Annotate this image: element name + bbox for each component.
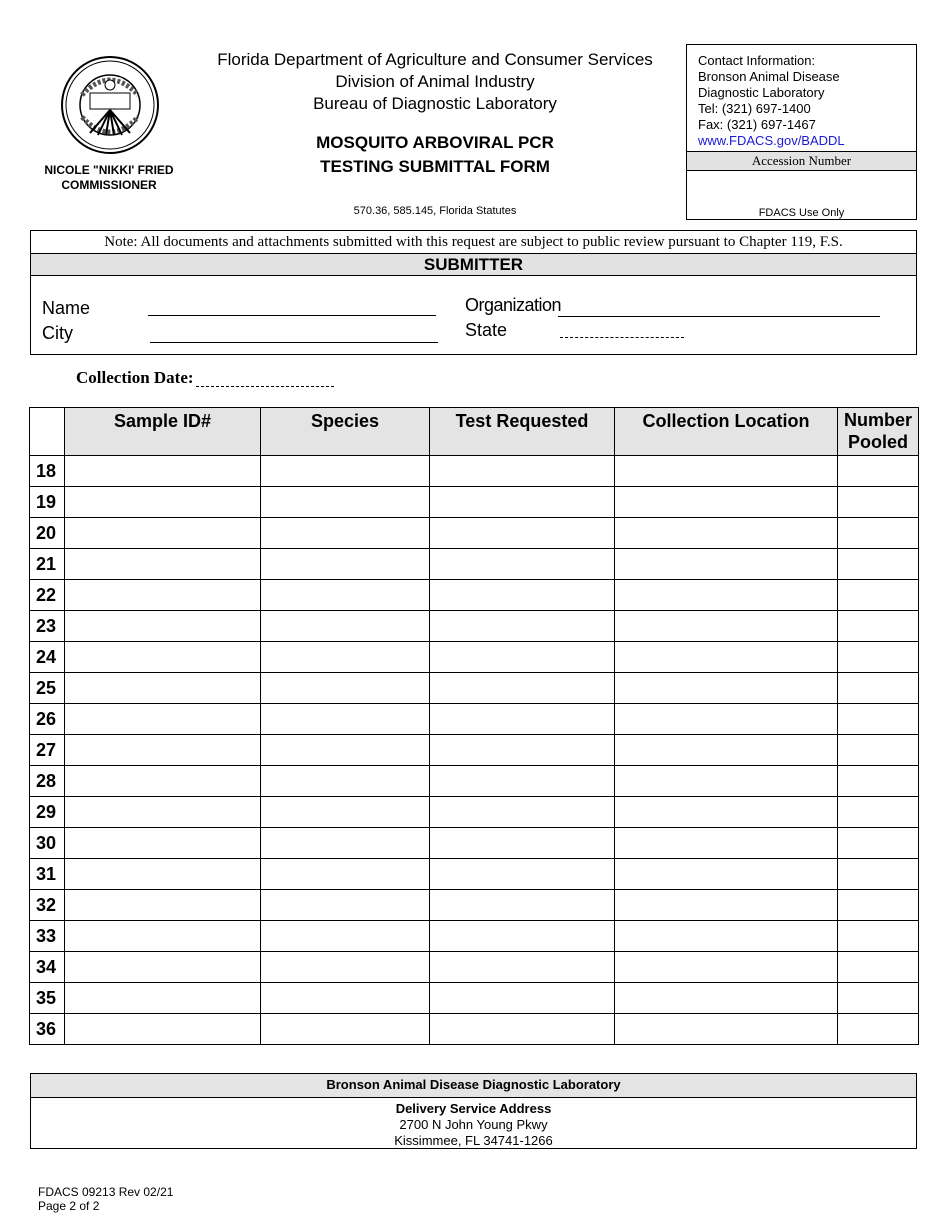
- collection-location-cell[interactable]: [615, 1014, 838, 1045]
- sample-id-cell[interactable]: [65, 952, 261, 983]
- contact-lab-line2: Diagnostic Laboratory: [698, 85, 825, 100]
- sample-id-cell[interactable]: [65, 518, 261, 549]
- contact-heading: Contact Information:: [698, 53, 816, 68]
- number-pooled-cell[interactable]: [838, 549, 919, 580]
- test-requested-cell[interactable]: [430, 1014, 615, 1045]
- sample-id-cell[interactable]: [65, 704, 261, 735]
- department-seal: [60, 55, 160, 155]
- row-number: 31: [30, 859, 65, 890]
- number-pooled-cell[interactable]: [838, 766, 919, 797]
- species-cell[interactable]: [261, 983, 430, 1014]
- collection-location-cell[interactable]: [615, 828, 838, 859]
- collection-location-cell[interactable]: [615, 890, 838, 921]
- sample-id-cell[interactable]: [65, 983, 261, 1014]
- contact-lab-line1: Bronson Animal Disease: [698, 69, 840, 84]
- samples-table: [29, 407, 919, 1045]
- table-row: [30, 456, 919, 487]
- contact-box: [686, 44, 917, 220]
- fdacs-use-only-label: FDACS Use Only: [758, 207, 845, 219]
- sample-id-cell[interactable]: [65, 735, 261, 766]
- species-cell[interactable]: [261, 580, 430, 611]
- delivery-city-state-zip: Kissimmee, FL 34741-1266: [394, 1133, 553, 1148]
- name-input[interactable]: [148, 315, 436, 316]
- species-cell[interactable]: [261, 859, 430, 890]
- table-row: [30, 611, 919, 642]
- sample-id-cell[interactable]: [65, 1014, 261, 1045]
- row-number: 21: [30, 549, 65, 580]
- test-requested-cell[interactable]: [430, 890, 615, 921]
- state-input[interactable]: [560, 337, 684, 338]
- bureau-name: Bureau of Diagnostic Laboratory: [313, 94, 557, 113]
- test-requested-cell[interactable]: [430, 952, 615, 983]
- division-name: Division of Animal Industry: [335, 72, 535, 91]
- test-requested-cell[interactable]: [430, 797, 615, 828]
- row-number: 24: [30, 642, 65, 673]
- row-number: 20: [30, 518, 65, 549]
- table-row: [30, 1014, 919, 1045]
- table-row: [30, 921, 919, 952]
- number-pooled-cell[interactable]: [838, 859, 919, 890]
- collection-location-cell[interactable]: [615, 642, 838, 673]
- number-pooled-cell[interactable]: [838, 456, 919, 487]
- table-row: [30, 487, 919, 518]
- collection-location-cell[interactable]: [615, 611, 838, 642]
- test-requested-cell[interactable]: [430, 673, 615, 704]
- number-pooled-cell[interactable]: [838, 673, 919, 704]
- city-label: City: [42, 323, 73, 343]
- collection-date-input[interactable]: [196, 386, 334, 387]
- species-cell[interactable]: [261, 921, 430, 952]
- table-row: [30, 983, 919, 1014]
- number-pooled-cell[interactable]: [838, 611, 919, 642]
- number-pooled-cell[interactable]: [838, 642, 919, 673]
- collection-location-cell[interactable]: [615, 859, 838, 890]
- table-row: [30, 642, 919, 673]
- delivery-box: [30, 1073, 917, 1149]
- sample-id-cell[interactable]: [65, 642, 261, 673]
- row-number: 28: [30, 766, 65, 797]
- organization-input[interactable]: [558, 316, 880, 317]
- species-cell[interactable]: [261, 890, 430, 921]
- test-requested-cell[interactable]: [430, 611, 615, 642]
- table-row: [30, 673, 919, 704]
- test-requested-cell[interactable]: [430, 642, 615, 673]
- sample-id-cell[interactable]: [65, 797, 261, 828]
- collection-location-cell[interactable]: [615, 549, 838, 580]
- delivery-label: Delivery Service Address: [395, 1101, 552, 1116]
- table-row: [30, 797, 919, 828]
- submitter-heading: SUBMITTER: [30, 254, 917, 276]
- contact-fax: Fax: (321) 697-1467: [698, 117, 816, 132]
- commissioner-block: [30, 163, 188, 193]
- test-requested-header: Test Requested: [430, 408, 615, 456]
- number-pooled-header: Number Pooled: [838, 408, 919, 456]
- number-pooled-cell[interactable]: [838, 952, 919, 983]
- row-number: 29: [30, 797, 65, 828]
- table-row: [30, 859, 919, 890]
- row-number-header: [30, 408, 65, 456]
- test-requested-cell[interactable]: [430, 549, 615, 580]
- delivery-lab-name: Bronson Animal Disease Diagnostic Laboratory: [31, 1074, 916, 1098]
- test-requested-cell[interactable]: [430, 735, 615, 766]
- row-number: 34: [30, 952, 65, 983]
- contact-tel: Tel: (321) 697-1400: [698, 101, 811, 116]
- table-row: [30, 704, 919, 735]
- species-cell[interactable]: [261, 1014, 430, 1045]
- species-cell[interactable]: [261, 797, 430, 828]
- organization-label: Organization: [465, 295, 562, 315]
- table-row: [30, 518, 919, 549]
- contact-info: [698, 53, 845, 149]
- row-number: 25: [30, 673, 65, 704]
- contact-website-link[interactable]: www.FDACS.gov/BADDL: [698, 133, 845, 148]
- sample-id-cell[interactable]: [65, 580, 261, 611]
- sample-id-cell[interactable]: [65, 487, 261, 518]
- number-pooled-cell[interactable]: [838, 704, 919, 735]
- table-row: [30, 952, 919, 983]
- collection-location-cell[interactable]: [615, 983, 838, 1014]
- species-cell[interactable]: [261, 642, 430, 673]
- row-number: 35: [30, 983, 65, 1014]
- name-label: Name: [42, 298, 91, 318]
- species-cell[interactable]: [261, 549, 430, 580]
- species-cell[interactable]: [261, 704, 430, 735]
- table-header-row: [30, 408, 919, 456]
- table-row: [30, 549, 919, 580]
- form-title-line1: MOSQUITO ARBOVIRAL PCR: [316, 133, 554, 152]
- row-number: 36: [30, 1014, 65, 1045]
- collection-location-cell[interactable]: [615, 766, 838, 797]
- sample-id-cell[interactable]: [65, 859, 261, 890]
- test-requested-cell[interactable]: [430, 456, 615, 487]
- collection-location-cell[interactable]: [615, 456, 838, 487]
- row-number: 26: [30, 704, 65, 735]
- sample-id-cell[interactable]: [65, 766, 261, 797]
- number-pooled-cell[interactable]: [838, 1014, 919, 1045]
- number-pooled-cell[interactable]: [838, 983, 919, 1014]
- test-requested-cell[interactable]: [430, 828, 615, 859]
- species-cell[interactable]: [261, 735, 430, 766]
- row-number: 33: [30, 921, 65, 952]
- department-name: Florida Department of Agriculture and Consumer Services: [217, 50, 653, 69]
- collection-location-cell[interactable]: [615, 704, 838, 735]
- collection-location-cell[interactable]: [615, 735, 838, 766]
- test-requested-cell[interactable]: [430, 704, 615, 735]
- species-cell[interactable]: [261, 952, 430, 983]
- test-requested-cell[interactable]: [430, 766, 615, 797]
- test-requested-cell[interactable]: [430, 580, 615, 611]
- sample-id-cell[interactable]: [65, 890, 261, 921]
- table-row: [30, 766, 919, 797]
- form-number: FDACS 09213 Rev 02/21: [38, 1185, 174, 1199]
- collection-location-cell[interactable]: [615, 487, 838, 518]
- sample-id-cell[interactable]: [65, 921, 261, 952]
- city-input[interactable]: [150, 342, 438, 343]
- number-pooled-cell[interactable]: [838, 735, 919, 766]
- row-number: 22: [30, 580, 65, 611]
- collection-location-cell[interactable]: [615, 797, 838, 828]
- collection-date-label: Collection Date:: [76, 368, 194, 387]
- form-title-line2: TESTING SUBMITTAL FORM: [320, 157, 550, 176]
- test-requested-cell[interactable]: [430, 487, 615, 518]
- sample-id-cell[interactable]: [65, 611, 261, 642]
- test-requested-cell[interactable]: [430, 859, 615, 890]
- species-cell[interactable]: [261, 611, 430, 642]
- delivery-street: 2700 N John Young Pkwy: [399, 1117, 548, 1132]
- number-pooled-cell[interactable]: [838, 890, 919, 921]
- table-row: [30, 735, 919, 766]
- table-row: [30, 580, 919, 611]
- collection-location-cell[interactable]: [615, 952, 838, 983]
- number-pooled-cell[interactable]: [838, 921, 919, 952]
- number-pooled-cell[interactable]: [838, 797, 919, 828]
- species-cell[interactable]: [261, 518, 430, 549]
- number-pooled-cell[interactable]: [838, 580, 919, 611]
- sample-id-header: Sample ID#: [65, 408, 261, 456]
- state-label: State: [465, 320, 508, 340]
- row-number: 27: [30, 735, 65, 766]
- species-cell[interactable]: [261, 456, 430, 487]
- table-row: [30, 890, 919, 921]
- test-requested-cell[interactable]: [430, 518, 615, 549]
- statutes: 570.36, 585.145, Florida Statutes: [353, 205, 517, 217]
- sample-id-cell[interactable]: [65, 828, 261, 859]
- species-cell[interactable]: [261, 487, 430, 518]
- commissioner-title: COMMISSIONER: [61, 178, 157, 192]
- test-requested-cell[interactable]: [430, 983, 615, 1014]
- species-cell[interactable]: [261, 673, 430, 704]
- number-pooled-cell[interactable]: [838, 828, 919, 859]
- accession-number-label: Accession Number: [687, 151, 916, 171]
- row-number: 23: [30, 611, 65, 642]
- page-number: Page 2 of 2: [38, 1199, 100, 1213]
- species-cell[interactable]: [261, 766, 430, 797]
- sample-id-cell[interactable]: [65, 673, 261, 704]
- test-requested-cell[interactable]: [430, 921, 615, 952]
- collection-location-cell[interactable]: [615, 921, 838, 952]
- public-review-note: Note: All documents and attachments submitted with this request are subject to public review pursuant to Chapter 119, F.S.: [30, 230, 917, 254]
- collection-location-cell[interactable]: [615, 518, 838, 549]
- row-number: 30: [30, 828, 65, 859]
- species-header: Species: [261, 408, 430, 456]
- collection-location-header: Collection Location: [615, 408, 838, 456]
- number-pooled-cell[interactable]: [838, 518, 919, 549]
- number-pooled-cell[interactable]: [838, 487, 919, 518]
- sample-id-cell[interactable]: [65, 549, 261, 580]
- commissioner-name: NICOLE "NIKKI' FRIED: [44, 163, 174, 177]
- table-row: [30, 828, 919, 859]
- species-cell[interactable]: [261, 828, 430, 859]
- footer: [38, 1185, 173, 1213]
- collection-location-cell[interactable]: [615, 580, 838, 611]
- row-number: 32: [30, 890, 65, 921]
- sample-id-cell[interactable]: [65, 456, 261, 487]
- row-number: 19: [30, 487, 65, 518]
- row-number: 18: [30, 456, 65, 487]
- collection-location-cell[interactable]: [615, 673, 838, 704]
